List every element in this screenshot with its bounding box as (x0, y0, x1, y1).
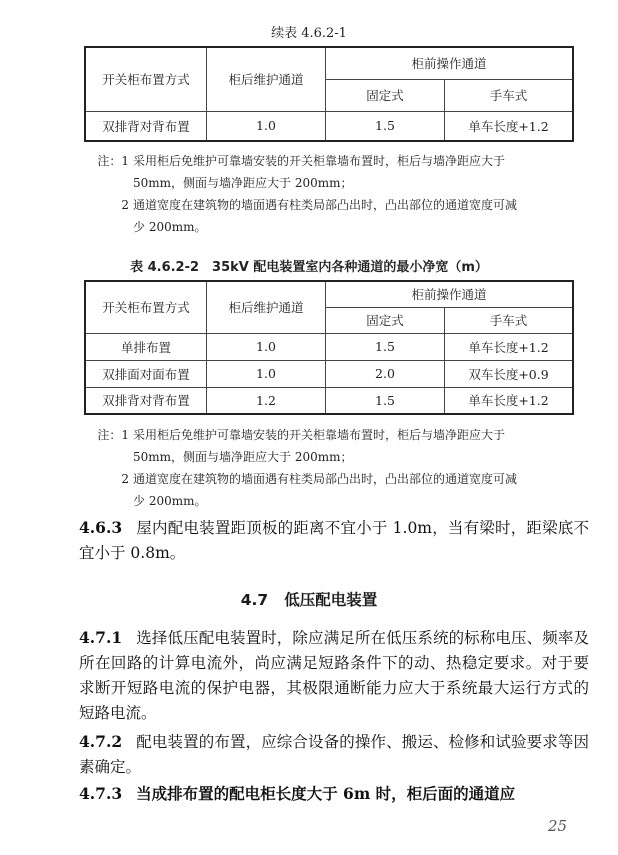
cell-rear: 1.2 (207, 387, 326, 414)
section-heading (0, 588, 618, 610)
cell-handcart: 单车长度+1.2 (445, 387, 574, 414)
note-line: 采用柜后免维护可靠墙安装的开关柜靠墙布置时，柜后与墙净距应大于 (133, 154, 506, 168)
clause-4-7-2 (79, 729, 589, 780)
table-row (85, 387, 573, 414)
note-line: 50mm，侧面与墙净距应大于 200mm； (133, 176, 353, 190)
header-rear: 柜后维护通道 (207, 281, 326, 333)
table-row (85, 360, 573, 387)
cell-rear: 1.0 (207, 360, 326, 387)
table2 (84, 280, 574, 415)
note-item (84, 194, 584, 238)
page-number: 25 (548, 817, 568, 835)
clause-number: 4.7.2 (79, 732, 123, 751)
note-line: 少 200mm。 (133, 494, 207, 508)
cell-rear: 1.0 (207, 111, 326, 141)
header-handcart: 手车式 (445, 79, 574, 111)
note-line: 通道宽度在建筑物的墙面遇有柱类局部凸出时，凸出部位的通道宽度可减 (133, 198, 518, 212)
header-front: 柜前操作通道 (326, 47, 574, 79)
cell-rear: 1.0 (207, 333, 326, 360)
header-fixed: 固定式 (326, 307, 445, 333)
table2-notes (84, 424, 584, 512)
clause-number: 4.7.3 (79, 784, 123, 803)
table1-notes (84, 150, 584, 238)
table1 (84, 46, 574, 142)
note-number: 2 (121, 472, 129, 486)
section-title: 低压配电装置 (284, 591, 378, 609)
clause-4-6-3 (79, 515, 589, 566)
clause-number: 4.6.3 (79, 518, 123, 537)
section-number: 4.7 (240, 591, 269, 609)
header-front: 柜前操作通道 (326, 281, 574, 307)
clause-text: 配电装置的布置，应综合设备的操作、搬运、检修和试验要求等因素确定。 (79, 733, 589, 776)
note-item (84, 424, 584, 468)
table-row (85, 111, 573, 141)
clause-text: 屋内配电装置距顶板的距离不宜小于 1.0m，当有梁时，距梁底不宜小于 0.8m。 (79, 519, 589, 562)
clause-4-7-3 (79, 781, 589, 806)
header-handcart: 手车式 (445, 307, 574, 333)
note-line: 50mm，侧面与墙净距应大于 200mm； (133, 450, 353, 464)
note-line: 通道宽度在建筑物的墙面遇有柱类局部凸出时，凸出部位的通道宽度可减 (133, 472, 518, 486)
cell-layout: 双排背对背布置 (85, 387, 207, 414)
cell-fixed: 1.5 (326, 387, 445, 414)
note-line: 采用柜后免维护可靠墙安装的开关柜靠墙布置时，柜后与墙净距应大于 (133, 428, 506, 442)
cell-layout: 单排布置 (85, 333, 207, 360)
table2-caption: 表 4.6.2-2 35kV 配电装置室内各种通道的最小净宽（m） (130, 260, 488, 275)
header-rear: 柜后维护通道 (207, 47, 326, 111)
table1-caption: 续表 4.6.2-1 (271, 26, 347, 41)
clause-4-7-1 (79, 625, 589, 726)
cell-fixed: 1.5 (326, 333, 445, 360)
header-fixed: 固定式 (326, 79, 445, 111)
note-item (84, 150, 584, 194)
clause-text: 当成排布置的配电柜长度大于 6m 时，柜后面的通道应 (136, 784, 516, 803)
clause-number: 4.7.1 (79, 628, 123, 647)
cell-fixed: 2.0 (326, 360, 445, 387)
header-layout: 开关柜布置方式 (85, 47, 207, 111)
table-row (85, 333, 573, 360)
cell-handcart: 单车长度+1.2 (445, 333, 574, 360)
cell-handcart: 双车长度+0.9 (445, 360, 574, 387)
note-number: 2 (121, 198, 129, 212)
note-line: 少 200mm。 (133, 220, 207, 234)
cell-layout: 双排背对背布置 (85, 111, 207, 141)
cell-fixed: 1.5 (326, 111, 445, 141)
note-item (84, 468, 584, 512)
clause-text: 选择低压配电装置时，除应满足所在低压系统的标称电压、频率及所在回路的计算电流外，尚应满足短路条件下的动、热稳定要求。对于要求断开短路电流的保护电器，其极限通断能力应大于系统最大运行方式的短路电流。 (79, 629, 589, 722)
cell-layout: 双排面对面布置 (85, 360, 207, 387)
cell-handcart: 单车长度+1.2 (445, 111, 574, 141)
note-number: 注：1 (97, 154, 129, 168)
note-number: 注：1 (97, 428, 129, 442)
header-layout: 开关柜布置方式 (85, 281, 207, 333)
